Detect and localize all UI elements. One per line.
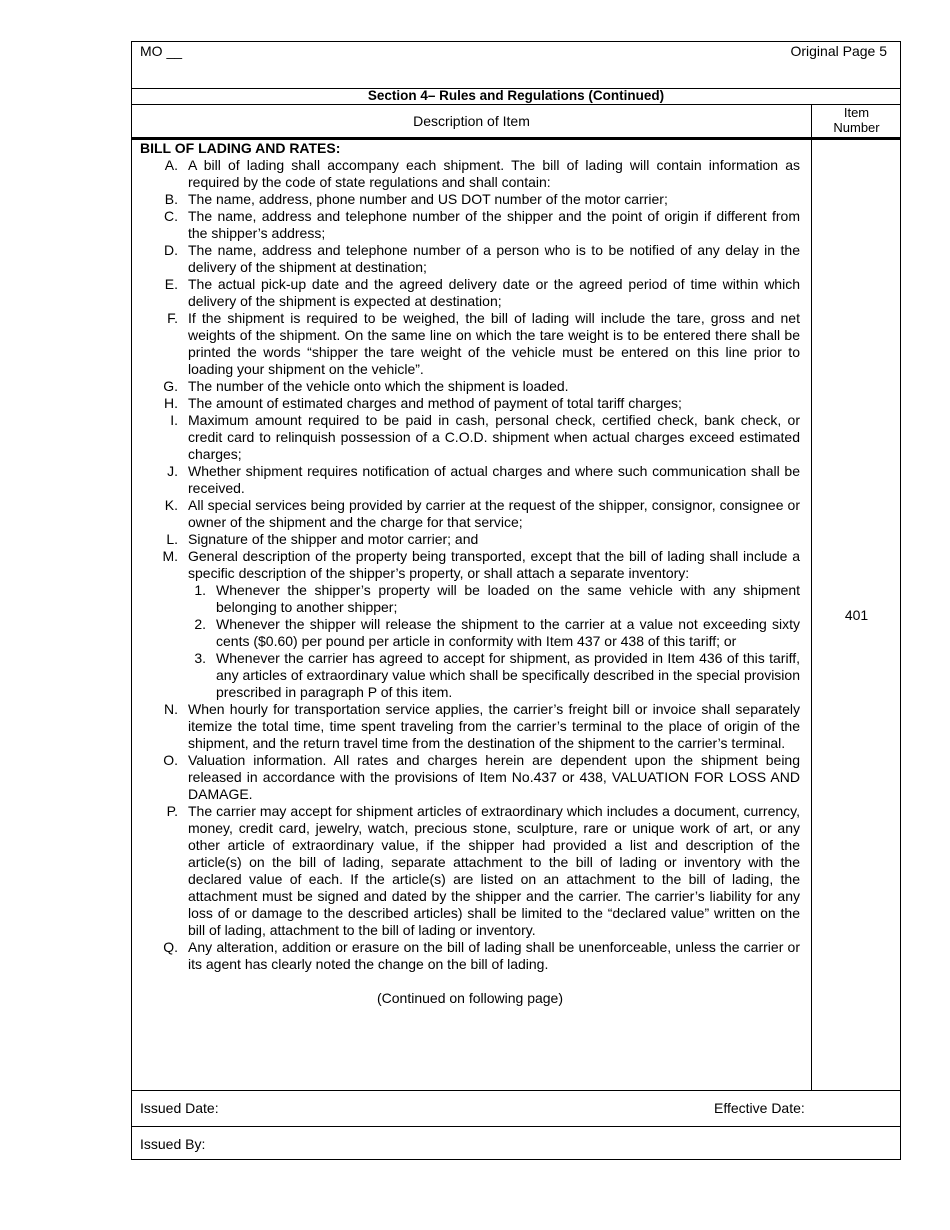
list-item: C. The name, address and telephone number of the shipper and the point of origin if different from the shipper’s address;	[164, 208, 800, 241]
description-body	[140, 140, 800, 1007]
list-item: I. Maximum amount required to be paid in cash, personal check, certified check, bank check, or credit card to relinquish possession of a C.O.D. shipment when actual charges exceed estimated charges;	[170, 412, 800, 462]
list-item: K. All special services being provided by carrier at the request of the shipper, consignor, consignee or owner of the shipment and the charge for that service;	[164, 497, 800, 530]
list-item: N. When hourly for transportation service applies, the carrier’s freight bill or invoice shall separately itemize the total time, time spent traveling from the carrier’s terminal to the place of origin of the shipment, and the return travel time from the destination of the shipment to the carrier’s terminal.	[164, 701, 800, 751]
list-item: E. The actual pick-up date and the agreed delivery date or the agreed period of time within which delivery of the shipment is expected at destination;	[164, 276, 800, 309]
sub-list-item: 2. Whenever the shipper will release the shipment to the carrier at a value not exceeding sixty cents ($0.60) per pound per article in conformity with Item 437 or 438 of this tariff; or	[194, 616, 800, 649]
list-item: H. The amount of estimated charges and method of payment of total tariff charges;	[164, 395, 682, 411]
divider	[132, 1126, 900, 1127]
effective-date-label: Effective Date:	[714, 1100, 805, 1116]
list-item: M. General description of the property being transported, except that the bill of lading shall include a specific description of the shipper’s property, or shall attach a separate inventory:	[162, 548, 800, 581]
page-number: Original Page 5	[790, 43, 887, 59]
list-item: D. The name, address and telephone number of a person who is to be notified of any delay in the delivery of the shipment at destination;	[164, 242, 800, 275]
list-item: J. Whether shipment requires notification of actual charges and where such communication shall be received.	[167, 463, 800, 496]
sub-list-item: 3. Whenever the carrier has agreed to accept for shipment, as provided in Item 436 of this tariff, any articles of extraordinary value which shall be specifically described in the special provision prescribed in paragraph P of this item.	[194, 650, 800, 700]
divider	[132, 104, 900, 105]
item-number-column-header: Item Number	[833, 105, 880, 135]
tariff-page-frame	[131, 41, 901, 1160]
issued-date-label: Issued Date:	[140, 1100, 219, 1116]
issued-by-label: Issued By:	[140, 1136, 206, 1152]
list-item: B. The name, address, phone number and US DOT number of the motor carrier;	[164, 191, 668, 207]
list-item: P. The carrier may accept for shipment articles of extraordinary which includes a document, currency, money, credit card, jewelry, watch, precious stone, sculpture, rare or unique work of art, or any other article of extraordinary value, if the shipper had provided a list and description of the article(s) on the bill of lading, separate attachment to the bill of lading or inventory with the declared value of each. If the article(s) are listed on an attachment to the bill of lading, the attachment must be signed and dated by the shipper and the carrier. The carrier’s liability for any loss of or damage to the described articles) shall be limited to the “declared value” written on the bill of lading, attachment to the bill of lading or inventory.	[166, 803, 800, 938]
list-item: L. Signature of the shipper and motor carrier; and	[166, 531, 479, 547]
list-item: Q. Any alteration, addition or erasure on the bill of lading shall be unenforceable, unless the carrier or its agent has clearly noted the change on the bill of lading.	[163, 939, 800, 972]
list-item: A. A bill of lading shall accompany each shipment. The bill of lading will contain information as required by the code of state regulations and shall contain:	[164, 157, 800, 190]
heading: BILL OF LADING AND RATES:	[140, 140, 341, 156]
list-item: O. Valuation information. All rates and charges herein are dependent upon the shipment being released in accordance with the provisions of Item No.437 or 438, VALUATION FOR LOSS AND DAMAGE.	[163, 752, 800, 802]
divider	[132, 1090, 900, 1091]
list-item: G. The number of the vehicle onto which the shipment is loaded.	[163, 378, 569, 394]
continued-note: (Continued on following page)	[376, 990, 563, 1006]
mo-label: MO __	[140, 43, 183, 59]
item-number: 401	[844, 607, 869, 623]
section-title: Section 4– Rules and Regulations (Continued)	[367, 88, 665, 103]
column-divider	[811, 104, 812, 1090]
sub-list-item: 1. Whenever the shipper’s property will be loaded on the same vehicle with any shipment belonging to another shipper;	[194, 582, 800, 615]
list-item: F. If the shipment is required to be weighed, the bill of lading will include the tare, gross and net weights of the shipment. On the same line on which the tare weight is to be entered there shall be printed the words “shipper the tare weight of the vehicle must be entered on this line prior to loading your shipment on the vehicle”.	[167, 310, 800, 377]
description-column-header: Description of Item	[413, 113, 530, 129]
